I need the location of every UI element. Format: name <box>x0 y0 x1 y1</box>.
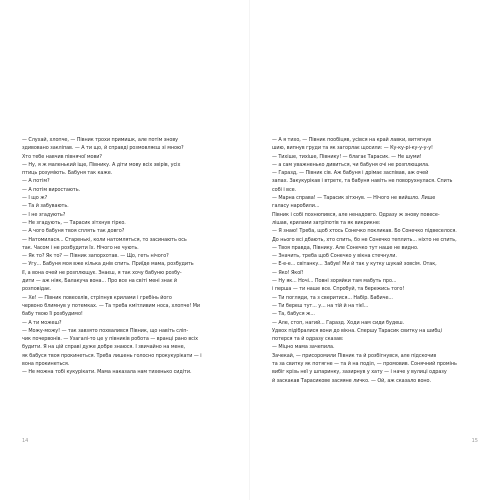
text-line: — Ну, я ж маленький іще, Півнику. А діти мову всіх звірів, усіх <box>22 161 181 168</box>
text-line: — Яко! Якої! <box>272 269 304 276</box>
page-number: 14 <box>22 438 29 444</box>
text-line: розповідає. <box>22 286 52 293</box>
text-line: — Можу-можу! — так завзято похвалився Півник, що навіть сліп- <box>22 327 189 334</box>
text-line: — Тихіше, тихіше, Півнику! — благає Тарасик. — Не шуми! <box>272 153 422 160</box>
text-line: так. Часом і не розбудити їх. Нічого не чують. <box>22 244 139 251</box>
right-page <box>250 0 500 500</box>
text-line: червоно блимнув у потемках. — Та треба кмітливим носа, хлопче! Ми <box>22 302 201 309</box>
text-line: Удвох підібралися вони до вікна. Спершу Тарасик свитку на шибці <box>272 327 442 334</box>
text-line: — Та й забувають. <box>22 203 69 210</box>
text-line: Зачекай, — присоромили Півник та й розбігнувся, але підскочив <box>272 352 437 359</box>
text-line: собі і все. <box>272 186 297 193</box>
text-line: будити. Я на цій справі дуже добре знаюся. І звичайно на мене, <box>22 344 186 351</box>
page-number: 15 <box>471 438 478 444</box>
text-line: вибіг крізь неї у шпаринку, зазирнув у хату — і наче у вулиці одразу <box>272 369 447 376</box>
text-line: — А потім виростають. <box>22 186 81 193</box>
text-line: — Та, бабуся ж... <box>272 311 315 318</box>
text-line: птиць розуміють. Бабуня так каже. <box>22 170 113 177</box>
text-line: запах. Закукурікав і втретє, та бабуня навіть не поворухнулася. Спить <box>272 178 453 185</box>
text-line: — Як то? Як то? — Півник запорхотав. — Що, геть нічого? <box>22 253 169 260</box>
text-line: До нього всі дбають, хто спить, бо не Сонечко теплить... ніхто не спить, <box>272 236 457 243</box>
text-line: Півник і собі похнюпився, але ненадовго. Одразу ж знову повесе- <box>272 211 440 218</box>
text-line: — Я знаю! Треба, щоб хтось Сонечко покликав. Бо Сонечко підвеселося. <box>272 228 457 235</box>
text-line: — Е-е-е... світанку... Забув! Ми й так у кутку шукай зовсім. Отак, <box>272 261 437 268</box>
text-line: — А потім? <box>22 178 50 185</box>
text-line: — А ти можеш? <box>22 319 62 326</box>
text-line: галасу наробили... <box>272 203 320 210</box>
text-line: — Не згадують, — Тарасик зітхнув гірко. <box>22 219 126 226</box>
text-line: — Марна справа! — Тарасик зітхнув. — Нічого не вийшло. Лише <box>272 195 436 202</box>
text-line: — Гаразд, — Півник сів. Аж бабуня і дрімає заспівав, аж очей <box>272 170 429 177</box>
text-line: лішав, крилами затріпотів та як викрикне: <box>272 219 381 226</box>
text-line: як бабуся твоя прокинеться. Треба лишень голосно прокукурікати — і <box>22 352 202 359</box>
text-line: її, а вона очей не розплющує. Знаєш, я так хочу бабуню розбу- <box>22 269 182 276</box>
text-line: вона прокинеться. <box>22 361 70 368</box>
text-line: — І не згадують? <box>22 211 66 218</box>
text-line: — Хе! — Півник повеселів, стріпнув крилами і гребінь його <box>22 294 172 301</box>
text-line: і перша — ти наше все. Спробуй, та бережись того! <box>272 286 405 293</box>
text-line: й заскакав Тарасикове засяяне личко. — Ой, аж сказало воно. <box>272 377 432 384</box>
text-line: — Ти погляди, та з сверитися... Набір. Бабиче... <box>272 294 393 301</box>
text-line: — Значить, треба щоб Сонечко у вікна стечнули. <box>272 253 397 260</box>
text-line: — Угу... Бабуня моя вже кілька днів спить. Приїде мама, розбудить <box>22 261 194 268</box>
text-line: чик почервонів. — Узагалі-то це у півників робота — вранці рано всіх <box>22 336 198 343</box>
text-line: дити — аж ніяк, Балакуча вона... Про все на світі мені знає й <box>22 278 178 285</box>
text-line: — Не можна тобі кукурікати. Мама наказала нам тихенько сидіти. <box>22 369 192 376</box>
right-page-text <box>272 136 477 385</box>
text-line: — А я тихо, — Півник пообіцяв, усівся на край лавки, витягнув <box>272 137 432 143</box>
left-page-text <box>22 136 227 377</box>
text-line: Хто тебе навчив півнячої мови? <box>22 153 102 160</box>
text-line: — а сам уважненько дивиться, чи бабуня очі не розплющила. <box>272 161 430 168</box>
text-line: — Ну як... Ночі... Повні зоряйки там мабуть про... <box>272 278 397 285</box>
text-line: — І що ж? <box>22 195 48 202</box>
text-line: — Міцно мама зачепила. <box>272 344 335 351</box>
text-line: — Слухай, хлопче, — Півник трохи примишк, але потім знову <box>22 137 179 143</box>
text-line: потерся та й одразу сказав: <box>272 336 344 343</box>
text-line: та за свитку як потягне — та й на поділ, — промовив. Сонячний промінь <box>272 361 457 368</box>
text-line: здивовано закліпав. — А ти що, й справді розмовляєш зі мною? <box>22 145 184 152</box>
text-line: — А чого бабуня твоя сплять так довго? <box>22 228 125 235</box>
text-line: — Ти береш тут... у... на тій й на тієї... <box>272 302 369 309</box>
text-line: — Натомилася... Старенькі, коли натомляться, то засинають ось <box>22 236 187 243</box>
text-line: — Але, стоп, нагий... Гаразд. Ходи нам сиди будеш. <box>272 319 405 326</box>
text-line: шию, випнув груди та як загорлає щосили: — Ку-ку-рі-ку-у-у-у! <box>272 145 433 152</box>
text-line: бабу твою її розбудимо! <box>22 311 83 318</box>
text-line: — Твоя правда, Півнику. Але Сонечко тут наше не видно. <box>272 244 419 251</box>
